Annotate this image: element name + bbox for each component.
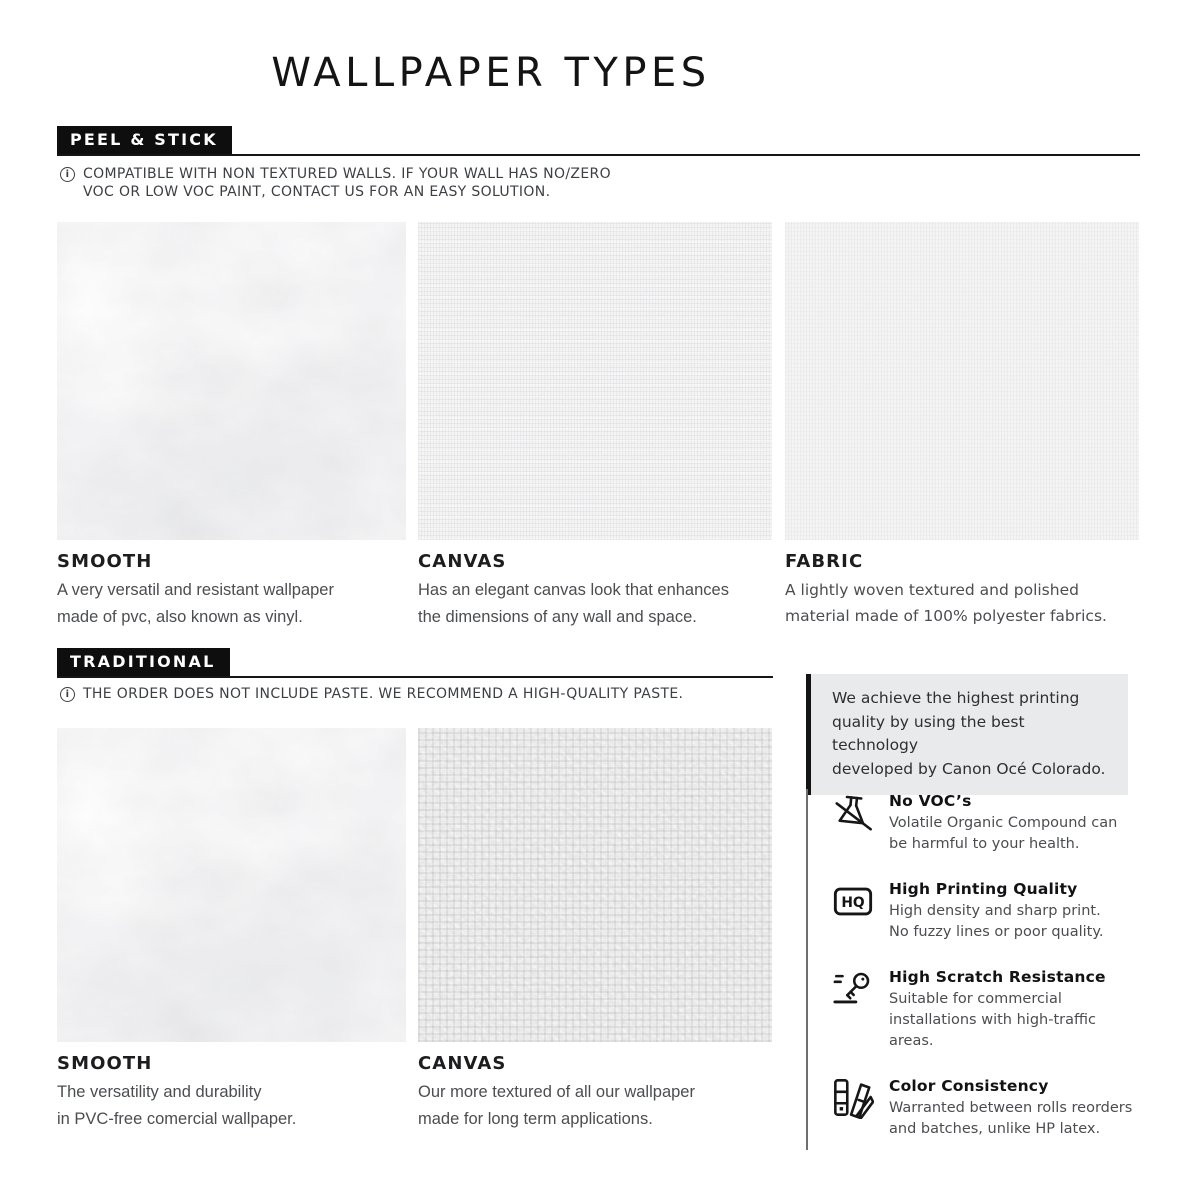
swatch-description: Has an elegant canvas look that enhances the dimensions of any wall and space.: [418, 581, 729, 626]
info-icon: i: [60, 167, 75, 182]
page-title: WALLPAPER TYPES: [271, 50, 711, 96]
peel-fabric-texture-swatch: [785, 222, 1139, 540]
grain-noise-overlay: [418, 728, 772, 1042]
scratch-key-icon: [832, 968, 874, 1010]
peel-stick-section-header: [57, 126, 1140, 156]
feature-high-printing-quality: [832, 880, 1142, 943]
swatch-heading: SMOOTH: [57, 551, 153, 572]
swatch-heading: FABRIC: [785, 551, 864, 572]
feature-list: [806, 789, 1142, 1150]
feature-description: Warranted between rolls reorders and batches, unlike HP latex.: [889, 1100, 1133, 1137]
swatch-heading: CANVAS: [418, 551, 507, 572]
peel-stick-badge: PEEL & STICK: [57, 126, 232, 154]
swatch-heading: SMOOTH: [57, 1053, 153, 1074]
feature-title: High Scratch Resistance: [889, 968, 1106, 986]
traditional-swatch-row: [57, 728, 785, 1133]
printing-quality-callout: We achieve the highest printing quality by using the best technology developed by Canon Océ Colorado.: [806, 674, 1128, 795]
feature-description: High density and sharp print. No fuzzy lines or poor quality.: [889, 903, 1104, 940]
peel-smooth-texture-swatch: [57, 222, 406, 540]
feature-color-consistency: [832, 1077, 1142, 1140]
feature-description: Volatile Organic Compound can be harmful to your health.: [889, 815, 1118, 852]
hq-print-quality-icon: [832, 880, 874, 922]
feature-description: Suitable for commercial installations with high-traffic areas.: [889, 991, 1096, 1049]
peel-canvas-column: [418, 222, 772, 631]
traditional-smooth-column: [57, 728, 406, 1133]
peel-stick-swatch-row: [57, 222, 1139, 631]
no-voc-flask-icon: [832, 792, 874, 834]
swatch-description: Our more textured of all our wallpaper made for long term applications.: [418, 1083, 695, 1128]
grain-noise-overlay: [418, 222, 772, 540]
traditional-section-header: [57, 648, 773, 678]
peel-smooth-column: [57, 222, 406, 631]
peel-stick-note: [60, 166, 611, 201]
paper-noise-overlay: [57, 222, 406, 540]
traditional-note-text: THE ORDER DOES NOT INCLUDE PASTE. WE RECOMMEND A HIGH-QUALITY PASTE.: [83, 686, 684, 702]
traditional-smooth-texture-swatch: [57, 728, 406, 1042]
traditional-canvas-texture-swatch: [418, 728, 772, 1042]
traditional-canvas-column: [418, 728, 772, 1133]
peel-canvas-texture-swatch: [418, 222, 772, 540]
info-icon: i: [60, 687, 75, 702]
paper-noise-overlay: [57, 728, 406, 1042]
feature-title: Color Consistency: [889, 1077, 1049, 1095]
peel-fabric-column: [785, 222, 1139, 631]
swatch-description: A lightly woven textured and polished material made of 100% polyester fabrics.: [785, 581, 1107, 625]
grain-noise-overlay: [785, 222, 1139, 540]
peel-stick-note-text: COMPATIBLE WITH NON TEXTURED WALLS. IF YOUR WALL HAS NO/ZERO VOC OR LOW VOC PAINT, CONTACT US FOR AN EASY SOLUTION.: [83, 166, 611, 200]
color-swatches-icon: [832, 1077, 874, 1119]
swatch-description: The versatility and durability in PVC-free comercial wallpaper.: [57, 1083, 297, 1128]
feature-title: No VOC’s: [889, 792, 972, 810]
traditional-note: [60, 686, 683, 704]
feature-high-scratch-resistance: [832, 968, 1142, 1052]
swatch-heading: CANVAS: [418, 1053, 507, 1074]
svg-text:HQ: HQ: [841, 895, 865, 912]
swatch-description: A very versatil and resistant wallpaper made of pvc, also known as vinyl.: [57, 581, 334, 626]
traditional-badge: TRADITIONAL: [57, 648, 230, 676]
feature-no-voc: [832, 792, 1142, 855]
feature-title: High Printing Quality: [889, 880, 1078, 898]
